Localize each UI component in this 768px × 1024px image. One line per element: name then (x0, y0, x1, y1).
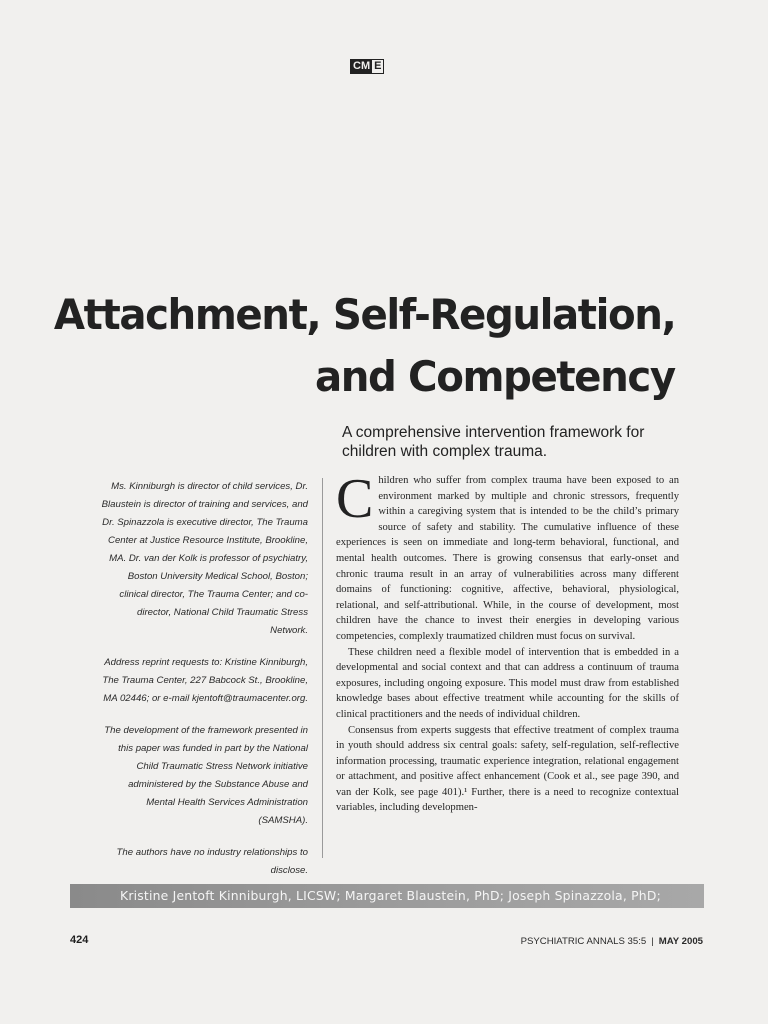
article-title-line-2: and Competency (315, 352, 675, 401)
article-body (336, 468, 679, 816)
journal-footer (521, 936, 703, 947)
body-paragraph-1-text: hildren who suffer from complex trauma have been exposed to an environment marked by multiple and chronic stressors, frequently within a caregiving system that is intended to be the child’s primary source of safety and stability. The cumulative influence of these experiences is seen on immediate and long-term behavioral, functional, and mental health outcomes. There is growing consensus that early-onset and chronic trauma result in an array of vulnerabilities across many different domains of functioning: cognitive, affective, behavioral, physiological, relational, and self-attributional. While, in the course of development, most children have the chance to invest their energies in developing various competencies, complexly traumatized children must focus on survival. (336, 475, 679, 642)
footer-separator: | (651, 936, 654, 947)
cme-badge-left: CM (353, 60, 371, 72)
drop-cap: C (336, 468, 374, 530)
cme-badge-right: E (374, 60, 382, 72)
article-subtitle: A comprehensive intervention framework for children with complex trauma. (342, 424, 645, 460)
reprint-requests: Address reprint requests to: Kristine Kinniburgh, The Trauma Center, 227 Babcock St., Brookline, MA 02446; or e-mail kjentoft@traumacenter.org. (102, 657, 308, 704)
issue-date: MAY 2005 (658, 936, 703, 947)
body-paragraph-3: Consensus from experts suggests that effective treatment of complex trauma in youth should address six central goals: safety, self-regulation, self-reflective information processing, traumatic experience integration, relational engagement or attachment, and positive affect enhancement (Cook et al., see page 390, and van der Kolk, see page 401).¹ Further, there is a need to recognize contextual variables, including developmen- (336, 724, 679, 814)
author-notes-sidebar (98, 478, 308, 894)
body-paragraph-1 (336, 468, 679, 645)
cme-badge (350, 59, 384, 74)
article-title-line-1: Attachment, Self-Regulation, (53, 290, 675, 339)
page-number: 424 (70, 934, 89, 946)
author-byline-bar (70, 884, 704, 908)
column-divider (322, 478, 323, 858)
funding-note: The development of the framework presented in this paper was funded in part by the National Child Traumatic Stress Network initiative administered by the Substance Abuse and Mental Health Services Administration (SAMSHA). (104, 725, 308, 826)
author-affiliations: Ms. Kinniburgh is director of child services, Dr. Blaustein is director of training and services, and Dr. Spinazzola is executive director, The Trauma Center at Justice Resource Institute, Brookline, MA. Dr. van der Kolk is professor of psychiatry, Boston University Medical School, Boston; clinical director, The Trauma Center; and co-director, National Child Traumatic Stress Network. (101, 481, 308, 636)
body-paragraph-2: These children need a flexible model of intervention that is embedded in a developmental and social context and that can address a continuum of trauma exposures, including ongoing exposure. This model must draw from established knowledge bases about effective treatment while accounting for the skills of clinical practitioners and the needs of individual children. (336, 646, 679, 720)
journal-name: PSYCHIATRIC ANNALS 35:5 (520, 936, 647, 947)
disclosure-note: The authors have no industry relationships to disclose. (116, 847, 308, 876)
author-byline: Kristine Jentoft Kinniburgh, LICSW; Margaret Blaustein, PhD; Joseph Spinazzola, PhD; (120, 888, 661, 903)
